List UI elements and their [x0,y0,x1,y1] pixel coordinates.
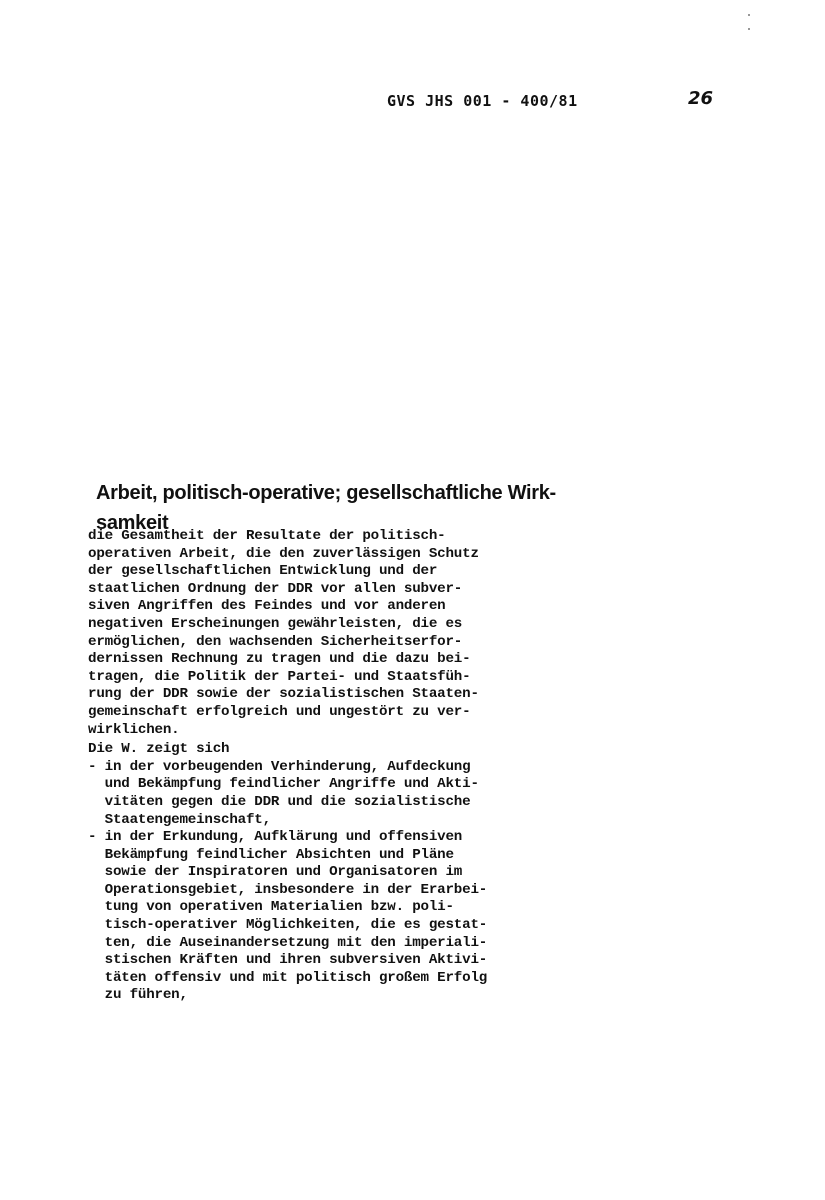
text-line: siven Angriffen des Feindes und vor anderen [88,598,446,615]
entry-heading-line: Arbeit, politisch-operative; gesellschaftliche Wirk- [96,482,556,504]
text-line: - in der Erkundung, Aufklärung und offensiven [88,829,463,846]
entry-heading-line: samkeit [96,512,169,534]
page-number: 26 [688,88,714,109]
text-line: negativen Erscheinungen gewährleisten, die es [88,615,463,632]
text-line: rung der DDR sowie der sozialistischen Staaten- [88,686,479,703]
text-line: täten offensiv und mit politisch großem Erfolg [88,969,488,986]
document-reference: GVS JHS 001 - 400/81 [387,92,578,110]
text-line: Operationsgebiet, insbesondere in der Erarbei- [88,881,488,898]
list-intro: Die W. zeigt sich [88,741,230,758]
text-line: vitäten gegen die DDR und die sozialistische [88,793,471,810]
definition-paragraph [88,528,588,739]
text-line: staatlichen Ordnung der DDR vor allen subver- [88,580,463,597]
list-item [88,759,588,829]
text-line: dernissen Rechnung zu tragen und die dazu bei- [88,651,471,668]
text-line: die Gesamtheit der Resultate der politisch- [88,528,446,544]
text-line: stischen Kräften und ihren subversiven Aktivi- [88,952,488,969]
text-line: - in der vorbeugenden Verhinderung, Aufdeckung [88,758,471,775]
text-line: der gesellschaftlichen Entwicklung und der [88,563,438,580]
text-line: tisch-operativer Möglichkeiten, die es gestat- [88,917,488,934]
text-line: gemeinschaft erfolgreich und ungestört zu ver- [88,703,471,720]
scan-mark [748,28,750,30]
text-line: ten, die Auseinandersetzung mit den imperiali- [88,934,488,951]
text-line: zu führen, [88,987,188,1004]
text-line: tragen, die Politik der Partei- und Staatsfüh- [88,668,471,685]
scan-mark [748,14,750,16]
text-line: Staatengemeinschaft, [88,811,271,828]
text-line: und Bekämpfung feindlicher Angriffe und Akti- [88,776,479,793]
text-line: Bekämpfung feindlicher Absichten und Pläne [88,846,454,863]
text-line: wirklichen. [88,721,180,738]
text-line: tung von operativen Materialien bzw. poli- [88,899,454,916]
text-line: sowie der Inspiratoren und Organisatoren im [88,864,463,881]
list-item [88,829,588,1005]
entry-body [88,528,588,1005]
text-line: operativen Arbeit, die den zuverlässigen Schutz [88,545,479,562]
text-line: ermöglichen, den wachsenden Sicherheitserfor- [88,633,463,650]
